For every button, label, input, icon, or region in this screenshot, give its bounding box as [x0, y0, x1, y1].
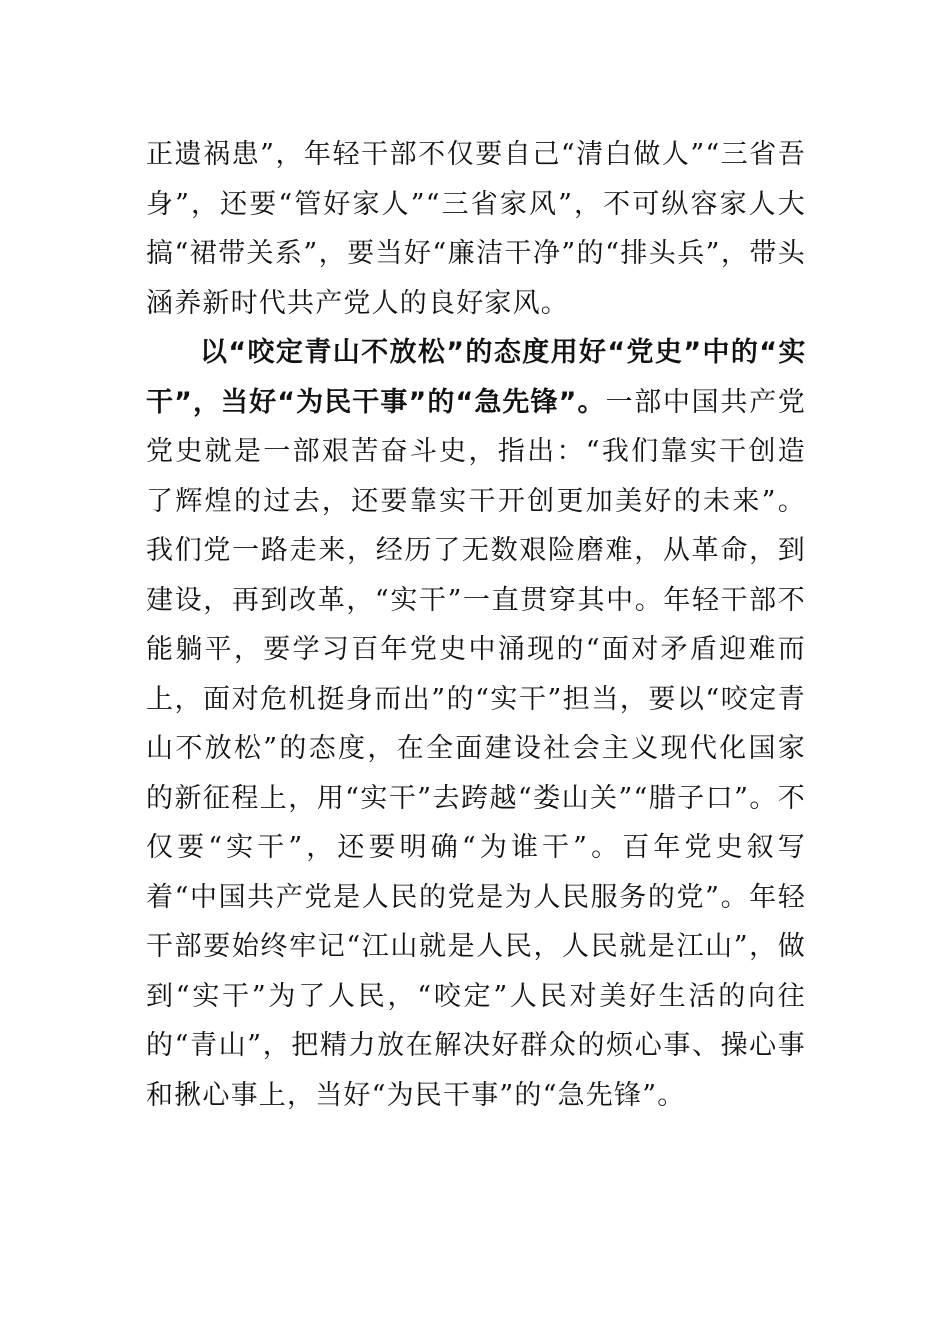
paragraph-continued: 正遗祸患”，年轻干部不仅要自己“清白做人”“三省吾身”，还要“管好家人”“三省家风”，不可纵容家人大搞“裙带关系”，要当好“廉洁干净”的“排头兵”，带头涵养新时代共产党人的良好家风。: [146, 139, 806, 319]
paragraph-practical-work: [146, 328, 806, 1120]
paragraph-text: 一部中国共产党党史就是一部艰苦奋斗史，指出：“我们靠实干创造了辉煌的过去，还要靠实干开创更加美好的未来”。我们党一路走来，经历了无数艰险磨难，从革命，到建设，再到改革，“实干”一直贯穿其中。年轻干部不能躺平，要学习百年党史中涌现的“面对矛盾迎难而上，面对危机挺身而出”的“实干”担当，要以“咬定青山不放松”的态度，在全面建设社会主义现代化国家的新征程上，用“实干”去跨越“娄山关”“腊子口”。不仅要“实干”，还要明确“为谁干”。百年党史叙写着“中国共产党是人民的党是为人民服务的党”。年轻干部要始终牢记“江山就是人民，人民就是江山”，做到“实干”为了人民，“咬定”人民对美好生活的向往的“青山”，把精力放在解决好群众的烦心事、操心事和揪心事上，当好“为民干事”的“急先锋”。: [146, 386, 806, 1111]
paragraph-heading: 以“咬定青山不放松”的态度用好“党史”中的“实干”，当好“为民干事”的“急先锋”。: [146, 337, 806, 418]
document-body: [146, 130, 806, 1120]
